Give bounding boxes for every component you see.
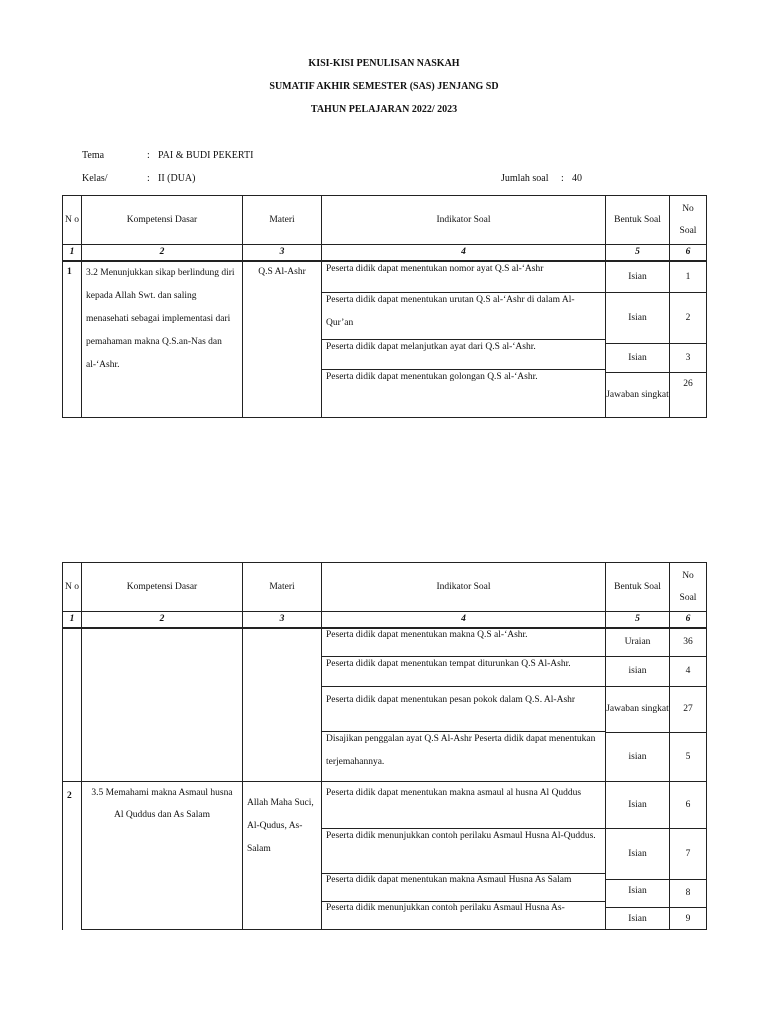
indikator-item: Peserta didik dapat menentukan urutan Q.S al-‘Ashr di dalam Al-Qur’an	[322, 289, 605, 340]
nosoal-item: 27	[670, 687, 706, 733]
nosoal-item: 7	[670, 829, 706, 880]
indikator-item: Peserta didik dapat menentukan tempat diturunkan Q.S Al-Ashr.	[322, 657, 605, 687]
indikator-item: Peserta didik menunjukkan contoh perilaku Asmaul Husna Al-Quddus.	[322, 825, 605, 874]
bentuk-item: Isian	[606, 344, 669, 373]
bentuk-item: Jawaban singkat	[606, 389, 669, 400]
indikator-cell	[322, 782, 606, 930]
colnum: 6	[670, 612, 707, 629]
col-header-kd: Kompetensi Dasar	[82, 563, 243, 612]
nosoal-item: 9	[685, 914, 691, 924]
col-header-kd: Kompetensi Dasar	[82, 196, 243, 245]
colnum: 2	[82, 245, 243, 262]
jumlah-label: Jumlah soal	[501, 173, 549, 184]
colnum: 5	[606, 612, 670, 629]
bentuk-item: Isian	[606, 829, 669, 880]
bentuk-item: Isian	[606, 880, 669, 908]
col-header-bentuk: Bentuk Soal	[606, 563, 670, 612]
indikator-item: Disajikan penggalan ayat Q.S Al-Ashr Peserta didik dapat menentukan terjemahannya.	[326, 734, 596, 767]
nosoal-item: 4	[670, 657, 706, 687]
indikator-item: Peserta didik dapat melanjutkan ayat dari Q.S al-‘Ashr.	[322, 340, 605, 370]
kompetensi-dasar	[82, 628, 243, 782]
bentuk-item: Isian	[628, 914, 647, 924]
nosoal-item: 36	[670, 629, 706, 657]
colnum: 4	[322, 245, 606, 262]
col-header-indikator: Indikator Soal	[322, 196, 606, 245]
indikator-item: Peserta didik dapat menentukan makna Q.S al-‘Ashr.	[322, 629, 605, 657]
indikator-item: Peserta didik dapat menentukan golongan Q.S al-‘Ashr.	[326, 372, 538, 382]
bentuk-item: isian	[628, 751, 647, 762]
indikator-cell	[322, 261, 606, 418]
colnum: 6	[670, 245, 707, 262]
doc-year: TAHUN PELAJARAN 2022/ 2023	[310, 104, 458, 115]
table-row	[63, 628, 707, 782]
row-number	[63, 628, 82, 782]
nosoal-cell	[670, 261, 707, 418]
colnum: 5	[606, 245, 670, 262]
indikator-item: Peserta didik dapat menentukan makna asmaul al husna Al Quddus	[322, 782, 605, 829]
nosoal-cell	[670, 782, 707, 930]
nosoal-item: 3	[670, 344, 706, 373]
kompetensi-dasar: 3.5 Memahami makna Asmaul husna Al Quddus dan As Salam	[82, 782, 243, 930]
row-number: 1	[63, 261, 82, 418]
bentuk-cell	[606, 261, 670, 418]
jumlah-sep: :	[561, 173, 564, 184]
kisi-table-1	[62, 195, 707, 418]
col-header-no: N o	[63, 196, 82, 245]
col-header-nosoal: No Soal	[670, 196, 707, 245]
colnum: 2	[82, 612, 243, 629]
row-number: 2	[63, 782, 82, 930]
col-header-materi: Materi	[243, 563, 322, 612]
materi: Allah Maha Suci, Al-Qudus, As-Salam	[243, 782, 322, 930]
nosoal-item: 8	[670, 880, 706, 908]
bentuk-item: Uraian	[606, 629, 669, 657]
bentuk-cell	[606, 628, 670, 782]
bentuk-item: Jawaban singkat	[606, 687, 669, 733]
colnum: 3	[243, 245, 322, 262]
indikator-item: Peserta didik dapat menentukan nomor ayat Q.S al-‘Ashr	[322, 262, 605, 293]
table-row	[63, 782, 707, 930]
materi	[243, 628, 322, 782]
indikator-item: Peserta didik dapat menentukan pesan pokok dalam Q.S. Al-Ashr	[322, 687, 605, 732]
colnum: 1	[63, 245, 82, 262]
doc-subtitle: SUMATIF AKHIR SEMESTER (SAS) JENJANG SD	[269, 81, 499, 92]
bentuk-item: Isian	[606, 293, 669, 344]
nosoal-item: 2	[670, 293, 706, 344]
tema-value: PAI & BUDI PEKERTI	[158, 150, 254, 161]
tema-sep: :	[147, 150, 150, 161]
kelas-value: II (DUA)	[158, 173, 196, 184]
indikator-item: Peserta didik menunjukkan contoh perilaku Asmaul Husna As-	[326, 903, 565, 913]
nosoal-item: 1	[670, 262, 706, 293]
jumlah-value: 40	[572, 173, 582, 184]
nosoal-item: 5	[685, 751, 691, 762]
doc-title: KISI-KISI PENULISAN NASKAH	[308, 58, 460, 69]
bentuk-item: isian	[606, 657, 669, 687]
kelas-sep: :	[147, 173, 150, 184]
colnum: 1	[63, 612, 82, 629]
col-header-nosoal: No Soal	[670, 563, 707, 612]
colnum: 3	[243, 612, 322, 629]
col-header-materi: Materi	[243, 196, 322, 245]
column-number-row	[63, 245, 707, 262]
nosoal-item: 26	[683, 379, 693, 389]
bentuk-item: Isian	[606, 782, 669, 829]
nosoal-cell	[670, 628, 707, 782]
bentuk-item: Isian	[606, 262, 669, 293]
kompetensi-dasar: 3.2 Menunjukkan sikap berlindung diri kepada Allah Swt. dan saling menasehati sebagai implementasi dari pemahaman makna Q.S.an-Nas dan al-‘Ashr.	[82, 261, 243, 418]
table-row	[63, 261, 707, 418]
materi: Q.S Al-Ashr	[243, 261, 322, 418]
tema-label: Tema	[82, 150, 105, 161]
kelas-label: Kelas/	[82, 173, 108, 184]
column-number-row	[63, 612, 707, 629]
kisi-table-2	[62, 562, 707, 930]
indikator-item: Peserta didik dapat menentukan makna Asmaul Husna As Salam	[322, 874, 605, 902]
colnum: 4	[322, 612, 606, 629]
col-header-bentuk: Bentuk Soal	[606, 196, 670, 245]
nosoal-item: 6	[670, 782, 706, 829]
indikator-cell	[322, 628, 606, 782]
col-header-no: N o	[63, 563, 82, 612]
bentuk-cell	[606, 782, 670, 930]
col-header-indikator: Indikator Soal	[322, 563, 606, 612]
